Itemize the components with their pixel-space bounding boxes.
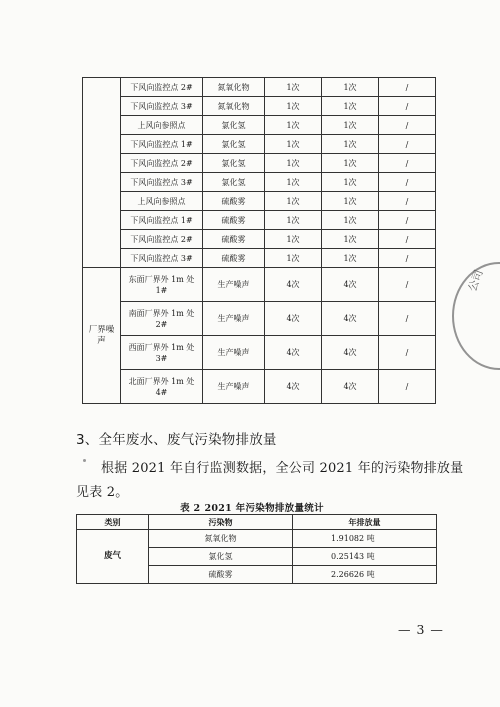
monitor-point: 上风向参照点 (121, 192, 203, 211)
amount-cell: 0.25143 吨 (293, 548, 437, 566)
noise-group-label: 厂界噪声 (83, 268, 121, 404)
amount-cell: 1.91082 吨 (293, 530, 437, 548)
monitor-frequency: 1次 (322, 230, 379, 249)
amount-cell: 2.26626 吨 (293, 566, 437, 584)
monitor-point: 下风向监控点 2# (121, 230, 203, 249)
monitor-frequency: 1次 (265, 154, 322, 173)
monitor-item: 生产噪声 (203, 302, 265, 336)
caption-title: 2021 年污染物排放量统计 (204, 503, 324, 514)
monitor-frequency: 1次 (265, 230, 322, 249)
monitor-point: 下风向监控点 2# (121, 154, 203, 173)
monitor-note: / (379, 336, 436, 370)
monitor-item: 氯化氢 (203, 173, 265, 192)
monitor-note: / (379, 211, 436, 230)
pollutant-cell: 氮氧化物 (149, 530, 293, 548)
category-cell: 废气 (77, 530, 149, 584)
table-row (83, 370, 436, 404)
table-row (83, 154, 436, 173)
monitor-point: 南面厂界外 1m 处 2# (121, 302, 203, 336)
page-number: — 3 — (398, 622, 444, 637)
table-row (83, 97, 436, 116)
monitor-point: 东面厂界外 1m 处 1# (121, 268, 203, 302)
column-header: 年排放量 (293, 515, 437, 530)
table-row (83, 336, 436, 370)
monitor-frequency: 1次 (322, 97, 379, 116)
monitor-point: 下风向监控点 3# (121, 173, 203, 192)
monitor-frequency: 1次 (322, 78, 379, 97)
monitor-note: / (379, 154, 436, 173)
table-row (83, 302, 436, 336)
monitor-note: / (379, 173, 436, 192)
monitor-item: 氮氧化物 (203, 97, 265, 116)
monitor-note: / (379, 370, 436, 404)
table-row (83, 173, 436, 192)
monitor-note: / (379, 78, 436, 97)
monitoring-table (82, 77, 436, 404)
column-header: 污染物 (149, 515, 293, 530)
monitor-point: 西面厂界外 1m 处 3# (121, 336, 203, 370)
monitor-frequency: 4次 (322, 336, 379, 370)
monitor-frequency: 4次 (322, 268, 379, 302)
table-row (83, 249, 436, 268)
seal-text: 公司 (465, 268, 486, 294)
monitor-item: 氯化氢 (203, 116, 265, 135)
table-row (83, 116, 436, 135)
monitor-note: / (379, 97, 436, 116)
monitor-frequency: 1次 (322, 249, 379, 268)
monitor-frequency: 1次 (322, 173, 379, 192)
monitor-item: 氯化氢 (203, 154, 265, 173)
table-row (83, 78, 436, 97)
monitor-frequency: 1次 (265, 135, 322, 154)
monitor-point: 上风向参照点 (121, 116, 203, 135)
monitor-frequency: 4次 (265, 302, 322, 336)
monitor-note: / (379, 249, 436, 268)
monitor-frequency: 1次 (322, 135, 379, 154)
column-header: 类别 (77, 515, 149, 530)
pollutant-cell: 硫酸雾 (149, 566, 293, 584)
monitor-frequency: 1次 (322, 116, 379, 135)
monitor-item: 生产噪声 (203, 370, 265, 404)
monitor-item: 生产噪声 (203, 336, 265, 370)
monitor-frequency: 4次 (265, 268, 322, 302)
monitor-frequency: 1次 (265, 173, 322, 192)
paragraph-line: 见表 2。 (76, 485, 129, 500)
caption-label: 表 2 (180, 503, 201, 514)
monitor-point: 下风向监控点 2# (121, 78, 203, 97)
monitor-frequency: 1次 (265, 211, 322, 230)
monitor-point: 下风向监控点 3# (121, 97, 203, 116)
table-caption (0, 500, 500, 514)
monitor-item: 硫酸雾 (203, 192, 265, 211)
monitor-frequency: 4次 (322, 370, 379, 404)
monitor-item: 硫酸雾 (203, 249, 265, 268)
monitor-item: 硫酸雾 (203, 230, 265, 249)
monitor-frequency: 1次 (265, 116, 322, 135)
monitor-note: / (379, 135, 436, 154)
monitor-item: 氮氧化物 (203, 78, 265, 97)
table-row (83, 135, 436, 154)
table-row (83, 192, 436, 211)
monitor-item: 硫酸雾 (203, 211, 265, 230)
monitor-frequency: 1次 (322, 154, 379, 173)
table-row (83, 268, 436, 302)
monitor-point: 下风向监控点 3# (121, 249, 203, 268)
monitor-note: / (379, 192, 436, 211)
monitor-frequency: 4次 (265, 370, 322, 404)
table-row (83, 230, 436, 249)
monitor-frequency: 4次 (322, 302, 379, 336)
scan-smudge (83, 459, 86, 462)
table-header-row (77, 515, 437, 530)
monitor-point: 北面厂界外 1m 处 4# (121, 370, 203, 404)
monitor-note: / (379, 116, 436, 135)
pollutant-cell: 氯化氢 (149, 548, 293, 566)
monitor-frequency: 1次 (322, 192, 379, 211)
monitor-frequency: 1次 (322, 211, 379, 230)
monitor-frequency: 1次 (265, 97, 322, 116)
monitor-point: 下风向监控点 1# (121, 135, 203, 154)
table-row (77, 530, 437, 548)
monitor-frequency: 1次 (265, 249, 322, 268)
monitor-item: 氯化氢 (203, 135, 265, 154)
monitor-note: / (379, 302, 436, 336)
monitor-item: 生产噪声 (203, 268, 265, 302)
monitor-frequency: 4次 (265, 336, 322, 370)
monitor-frequency: 1次 (265, 78, 322, 97)
paragraph-line: 根据 2021 年自行监测数据，全公司 2021 年的污染物排放量 (101, 461, 464, 476)
monitor-point: 下风向监控点 1# (121, 211, 203, 230)
monitor-frequency: 1次 (265, 192, 322, 211)
monitor-note: / (379, 230, 436, 249)
section-heading: 3、全年废水、废气污染物排放量 (76, 432, 277, 448)
table-row (83, 211, 436, 230)
emission-table (76, 514, 437, 584)
monitor-note: / (379, 268, 436, 302)
group-cell-empty (83, 78, 121, 268)
